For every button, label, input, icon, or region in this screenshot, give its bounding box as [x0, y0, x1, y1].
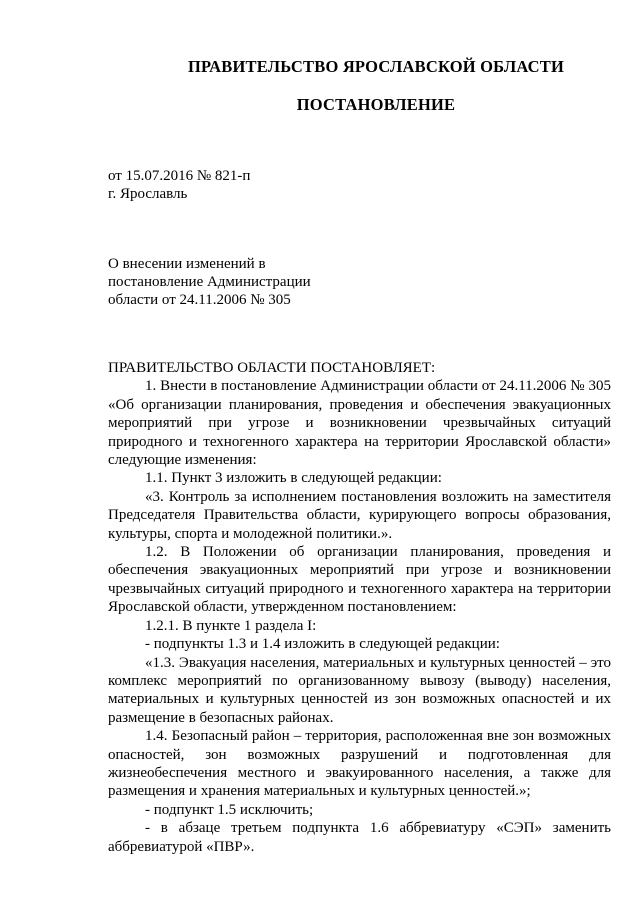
- quote-item-1-4: 1.4. Безопасный район – территория, расположенная вне зон возможных опасностей, зон возможных разрушений и подготовленная для жизнеобеспечения местного и эвакуированного населения, а также для размещения и хранения материальных и культурных ценностей.»;: [108, 728, 611, 800]
- subject-line-3: области от 24.11.2006 № 305: [108, 292, 291, 308]
- paragraph-1-1-text: «3. Контроль за исполнением постановления возложить на заместителя Председателя Правительства области, курирующего вопросы образования, культуры, спорта и молодежной политики.».: [108, 488, 611, 542]
- list-item-abbreviation: - в абзаце третьем подпункта 1.6 аббревиатуру «СЭП» заменить аббревиатурой «ПВР».: [108, 820, 611, 855]
- government-title: ПРАВИТЕЛЬСТВО ЯРОСЛАВСКОЙ ОБЛАСТИ: [187, 57, 565, 76]
- document-body: [108, 359, 611, 856]
- paragraph-1-1: 1.1. Пункт 3 изложить в следующей редакции:: [145, 470, 442, 487]
- subject-line-1: О внесении изменений в: [108, 256, 266, 272]
- paragraph-1-2: 1.2. В Положении об организации планирования, проведения и обеспечения эвакуационных мероприятий при угрозе и возникновении чрезвычайных ситуаций природного и техногенного характера на территории Ярославской области, утвержденном постановлением:: [108, 544, 611, 616]
- list-item-replace-subitems: - подпункты 1.3 и 1.4 изложить в следующей редакции:: [145, 636, 500, 653]
- quote-item-1-3: «1.3. Эвакуация населения, материальных и культурных ценностей – это комплекс мероприятий по организованному вывозу (выводу) населения, материальных и культурных ценностей из зон возможных опасностей и их размещение в безопасных районах.: [108, 654, 611, 726]
- date-number: от 15.07.2016 № 821-п: [108, 168, 251, 184]
- list-item-exclude-1-5: - подпункт 1.5 исключить;: [145, 801, 314, 818]
- paragraph-1: 1. Внести в постановление Администрации области от 24.11.2006 № 305 «Об организации планирования, проведения и обеспечения эвакуационных мероприятий при угрозе и возникновении чрезвычайных ситуаций природного и техногенного характера на территории Ярославской области» следующие изменения:: [108, 378, 611, 469]
- resolution-intro: ПРАВИТЕЛЬСТВО ОБЛАСТИ ПОСТАНОВЛЯЕТ:: [108, 360, 436, 376]
- subject-line-2: постановление Администрации: [108, 274, 311, 290]
- paragraph-1-2-1: 1.2.1. В пункте 1 раздела I:: [145, 617, 317, 634]
- city: г. Ярославль: [108, 186, 188, 202]
- document-type-title: ПОСТАНОВЛЕНИЕ: [296, 95, 456, 114]
